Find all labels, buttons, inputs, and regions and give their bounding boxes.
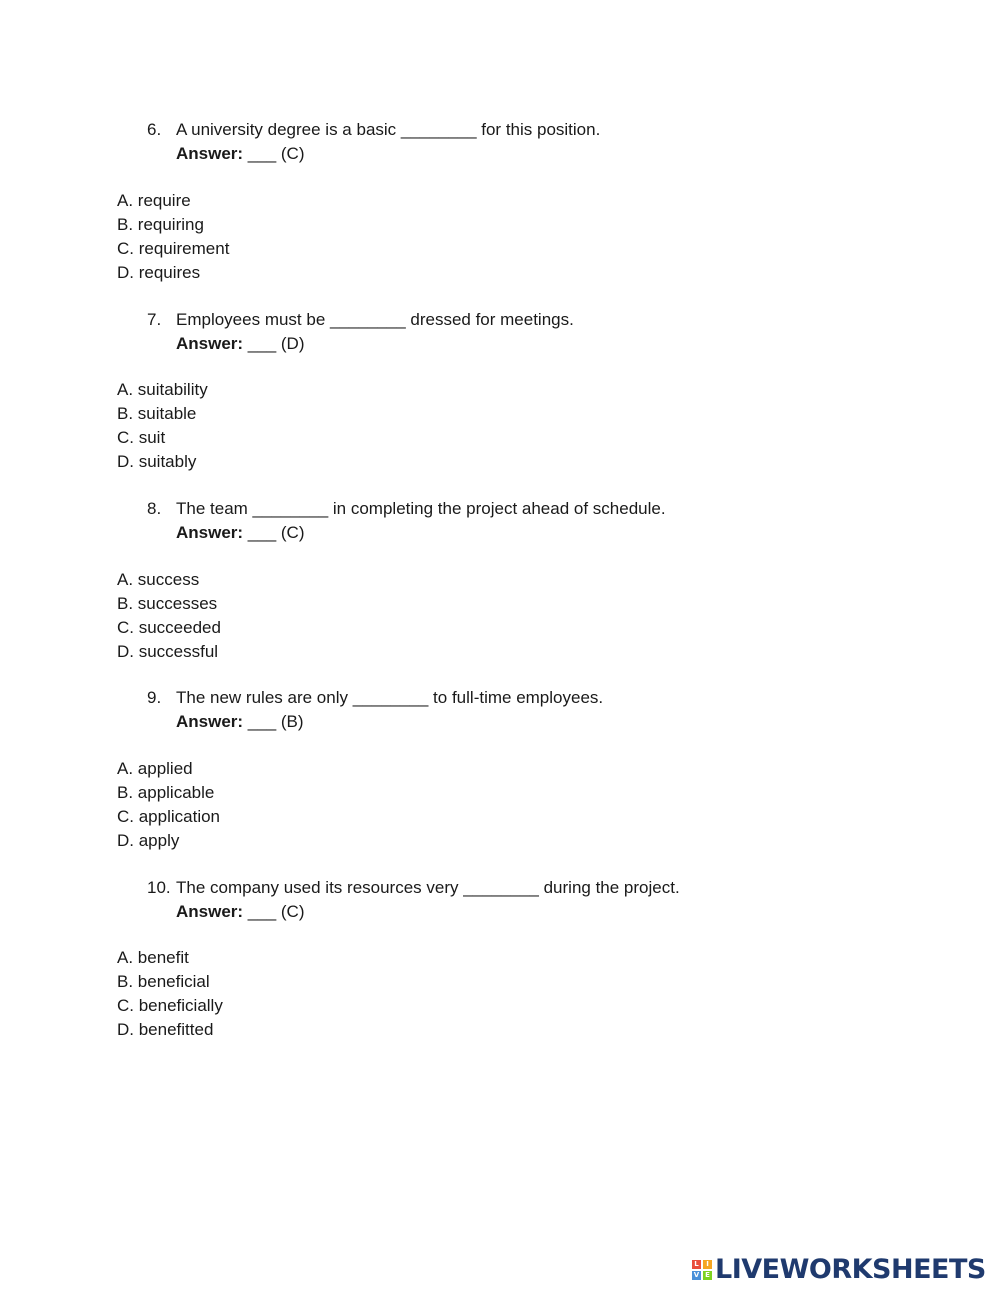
- option-a: A. applied: [117, 759, 193, 778]
- question-number: 9.: [147, 688, 162, 707]
- option-c: C. application: [117, 807, 221, 826]
- logo-mark-letter: E: [703, 1271, 712, 1280]
- answer-value: ___ (C): [243, 144, 305, 163]
- question-line: [147, 118, 600, 142]
- answer-line: [176, 710, 304, 734]
- option-b: B. suitable: [117, 404, 197, 423]
- answer-value: ___ (D): [243, 334, 305, 353]
- option-d: D. suitably: [117, 452, 197, 471]
- option-c: C. beneficially: [117, 996, 223, 1015]
- option-b: B. requiring: [117, 215, 204, 234]
- question-text: The new rules are only ________ to full-time employees.: [176, 688, 604, 707]
- answer-value: ___ (B): [243, 712, 304, 731]
- answer-line: [176, 521, 305, 545]
- option-a: A. require: [117, 191, 191, 210]
- question-text: A university degree is a basic ________ for this position.: [176, 120, 601, 139]
- option-d: D. requires: [117, 263, 201, 282]
- logo-mark-letter: L: [692, 1260, 701, 1269]
- option-a: A. suitability: [117, 380, 208, 399]
- question-line: [147, 308, 574, 332]
- option-a: A. success: [117, 570, 200, 589]
- question-number: 10.: [147, 878, 171, 897]
- option-c: C. suit: [117, 428, 166, 447]
- question-line: [147, 876, 680, 900]
- logo-text: LIVEWORKSHEETS: [715, 1254, 986, 1285]
- question-number: 6.: [147, 120, 162, 139]
- option-b: B. successes: [117, 594, 218, 613]
- option-d: D. benefitted: [117, 1020, 214, 1039]
- question-line: [147, 497, 666, 521]
- option-b: B. applicable: [117, 783, 215, 802]
- option-c: C. requirement: [117, 239, 230, 258]
- option-d: D. successful: [117, 642, 219, 661]
- answer-value: ___ (C): [243, 902, 305, 921]
- answer-line: [176, 142, 305, 166]
- question-text: Employees must be ________ dressed for meetings.: [176, 310, 574, 329]
- logo-mark-icon: [692, 1260, 712, 1280]
- question-text: The company used its resources very ________ during the project.: [176, 878, 680, 897]
- answer-label: Answer:: [176, 523, 244, 542]
- answer-line: [176, 900, 305, 924]
- option-c: C. succeeded: [117, 618, 221, 637]
- liveworksheets-logo: [692, 1254, 986, 1285]
- option-b: B. beneficial: [117, 972, 210, 991]
- logo-mark-letter: V: [693, 1270, 700, 1279]
- question-text: The team ________ in completing the project ahead of schedule.: [176, 499, 666, 518]
- answer-label: Answer:: [176, 144, 244, 163]
- question-number: 8.: [147, 499, 162, 518]
- answer-label: Answer:: [176, 902, 244, 921]
- question-number: 7.: [147, 310, 162, 329]
- answer-label: Answer:: [176, 334, 244, 353]
- option-d: D. apply: [117, 831, 180, 850]
- answer-line: [176, 332, 305, 356]
- option-a: A. benefit: [117, 948, 189, 967]
- answer-value: ___ (C): [243, 523, 305, 542]
- answer-label: Answer:: [176, 712, 244, 731]
- question-line: [147, 686, 603, 710]
- logo-mark-letter: I: [703, 1260, 712, 1269]
